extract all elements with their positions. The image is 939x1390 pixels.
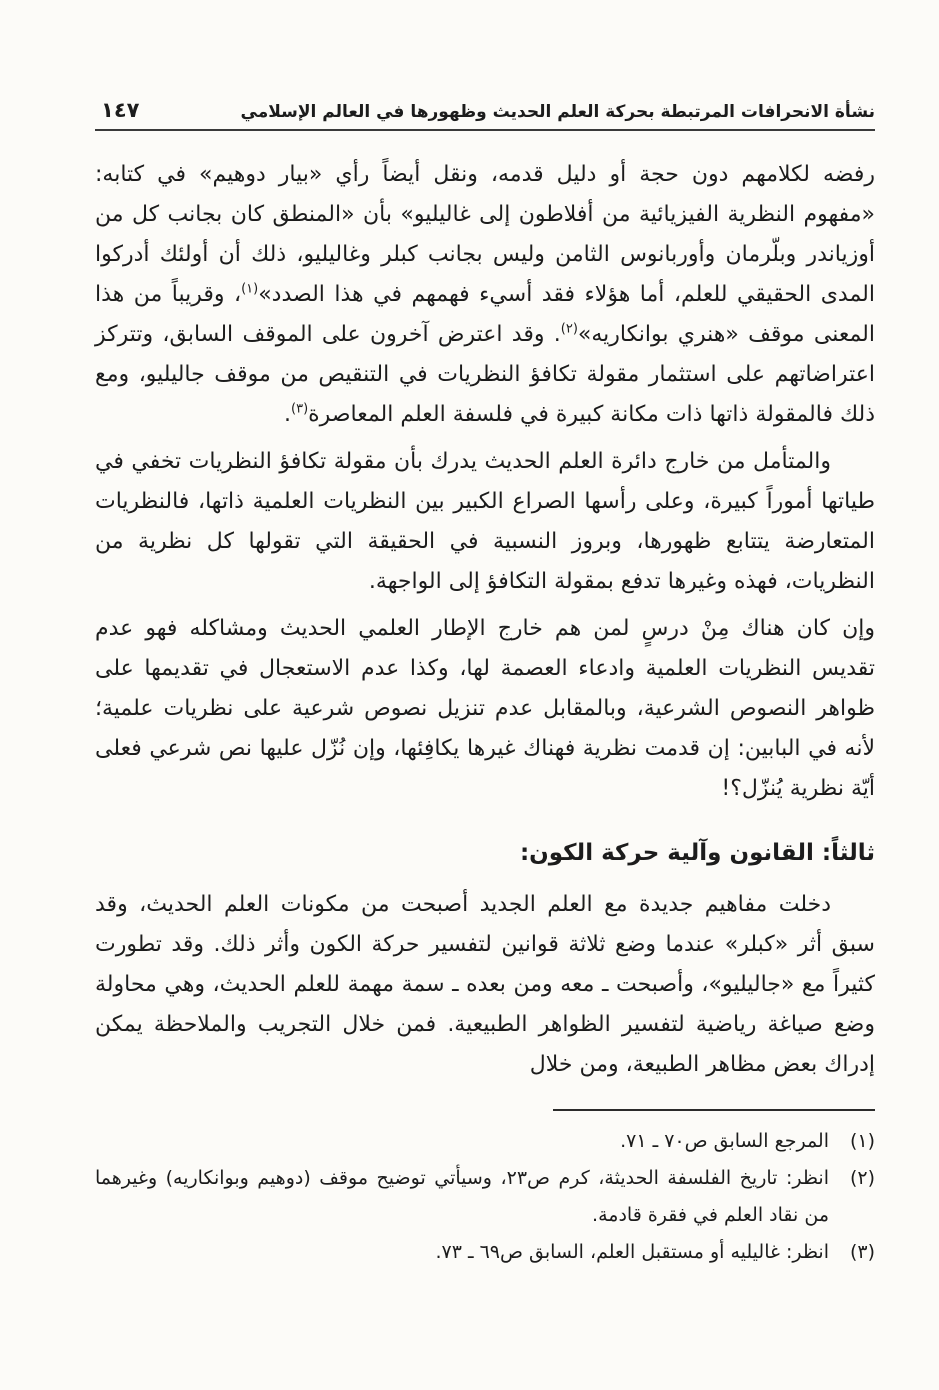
- text-run: رفضه لكلامهم دون حجة أو دليل قدمه، ونقل أيضاً رأي «بيار دوهيم» في كتابه: «مفهوم النظرية الفيزيائية من أفلاطون إلى غاليليو» بأن «المنطق كان بجانب كل من أوزياندر وبلّرمان وأوربانوس الثامن وليس بجانب كبلر وغاليليو، ذلك أن أولئك أدركوا المدى الحقيقي للعلم، أما هؤلاء فقد أسيء فهمهم في هذا الصدد»: [95, 162, 875, 307]
- footnote: [95, 1234, 875, 1271]
- body-paragraphs-top: [95, 155, 875, 809]
- body-paragraph: [95, 442, 875, 602]
- footnote: [95, 1160, 875, 1234]
- text-run: دخلت مفاهيم جديدة مع العلم الجديد أصبحت من مكونات العلم الحديث، وقد سبق أثر «كبلر» عندما وضع ثلاثة قوانين لتفسير حركة الكون وأثر ذلك. وقد تطورت كثيراً مع «جاليليو»، وأصبحت ـ معه ومن بعده ـ سمة مهمة للعلم الحديث، وهي محاولة وضع صياغة رياضية لتفسير الظواهر الطبيعية. فمن خلال التجريب والملاحظة يمكن إدراك بعض مظاهر الطبيعة، ومن خلال: [95, 892, 875, 1077]
- text-run: . وقد اعترض آخرون على الموقف السابق، وتتركز اعتراضاتهم على استثمار مقولة تكافؤ النظريات في التنقيص من موقف جاليليو، ومع ذلك فالمقولة ذاتها ذات مكانة كبيرة في فلسفة العلم المعاصرة: [95, 322, 875, 427]
- footnote-text: انظر: غاليليه أو مستقبل العلم، السابق ص٦٩ ـ ٧٣.: [435, 1241, 829, 1263]
- footnote-separator-rule: [553, 1109, 875, 1111]
- text-run: وإن كان هناك مِنْ درسٍ لمن هم خارج الإطار العلمي الحديث ومشاكله فهو عدم تقديس النظريات العلمية وادعاء العصمة لها، وكذا عدم الاستعجال في تقديمها على ظواهر النصوص الشرعية، وبالمقابل عدم تنزيل نصوص شرعية على نظريات علمية؛ لأنه في البابين: إن قدمت نظرية فهناك غيرها يكافِئها، وإن نُزّل عليها نص شرعي فعلى أيّة نظرية يُنزّل؟!: [95, 616, 875, 801]
- body-paragraph: [95, 155, 875, 435]
- page-number: ١٤٧: [101, 98, 140, 122]
- footnote-reference: (١): [241, 281, 259, 297]
- body-paragraph: [95, 609, 875, 809]
- section-heading: ثالثاً: القانون وآلية حركة الكون:: [519, 840, 875, 866]
- footnote-marker: (٢): [849, 1167, 875, 1189]
- body-text: [95, 155, 875, 1085]
- body-paragraph: [95, 885, 875, 1085]
- body-paragraphs-bottom: [95, 885, 875, 1085]
- footnotes-list: [95, 1123, 875, 1271]
- text-run: والمتأمل من خارج دائرة العلم الحديث يدرك بأن مقولة تكافؤ النظريات تخفي في طياتها أموراً كبيرة، وعلى رأسها الصراع الكبير بين النظريات العلمية ذاتها، فالنظريات المتعارضة يتتابع ظهورها، وبروز النسبية في الحقيقة التي تقولها كل نظرية من النظريات، فهذه وغيرها تدفع بمقولة التكافؤ إلى الواجهة.: [95, 449, 875, 594]
- footnote-text: المرجع السابق ص٧٠ ـ ٧١.: [620, 1130, 829, 1152]
- page-header: [95, 98, 875, 131]
- footnote-marker: (١): [849, 1130, 875, 1152]
- footnote-marker: (٣): [849, 1241, 875, 1263]
- footnote-text: انظر: تاريخ الفلسفة الحديثة، كرم ص٢٣، وسيأتي توضيح موقف (دوهيم وبوانكاريه) وغيرهما من نقاد العلم في فقرة قادمة.: [95, 1167, 829, 1226]
- running-header-title: نشأة الانحرافات المرتبطة بحركة العلم الحديث وظهورها في العالم الإسلامي: [240, 102, 875, 122]
- text-run: ، وقريباً من هذا المعنى موقف «هنري بوانكاريه»: [95, 282, 876, 347]
- footnote-reference: (٢): [560, 321, 578, 337]
- text-run: .: [284, 402, 292, 427]
- footnote-reference: (٣): [291, 401, 309, 417]
- footnotes-section: [95, 1109, 875, 1271]
- footnote: [95, 1123, 875, 1160]
